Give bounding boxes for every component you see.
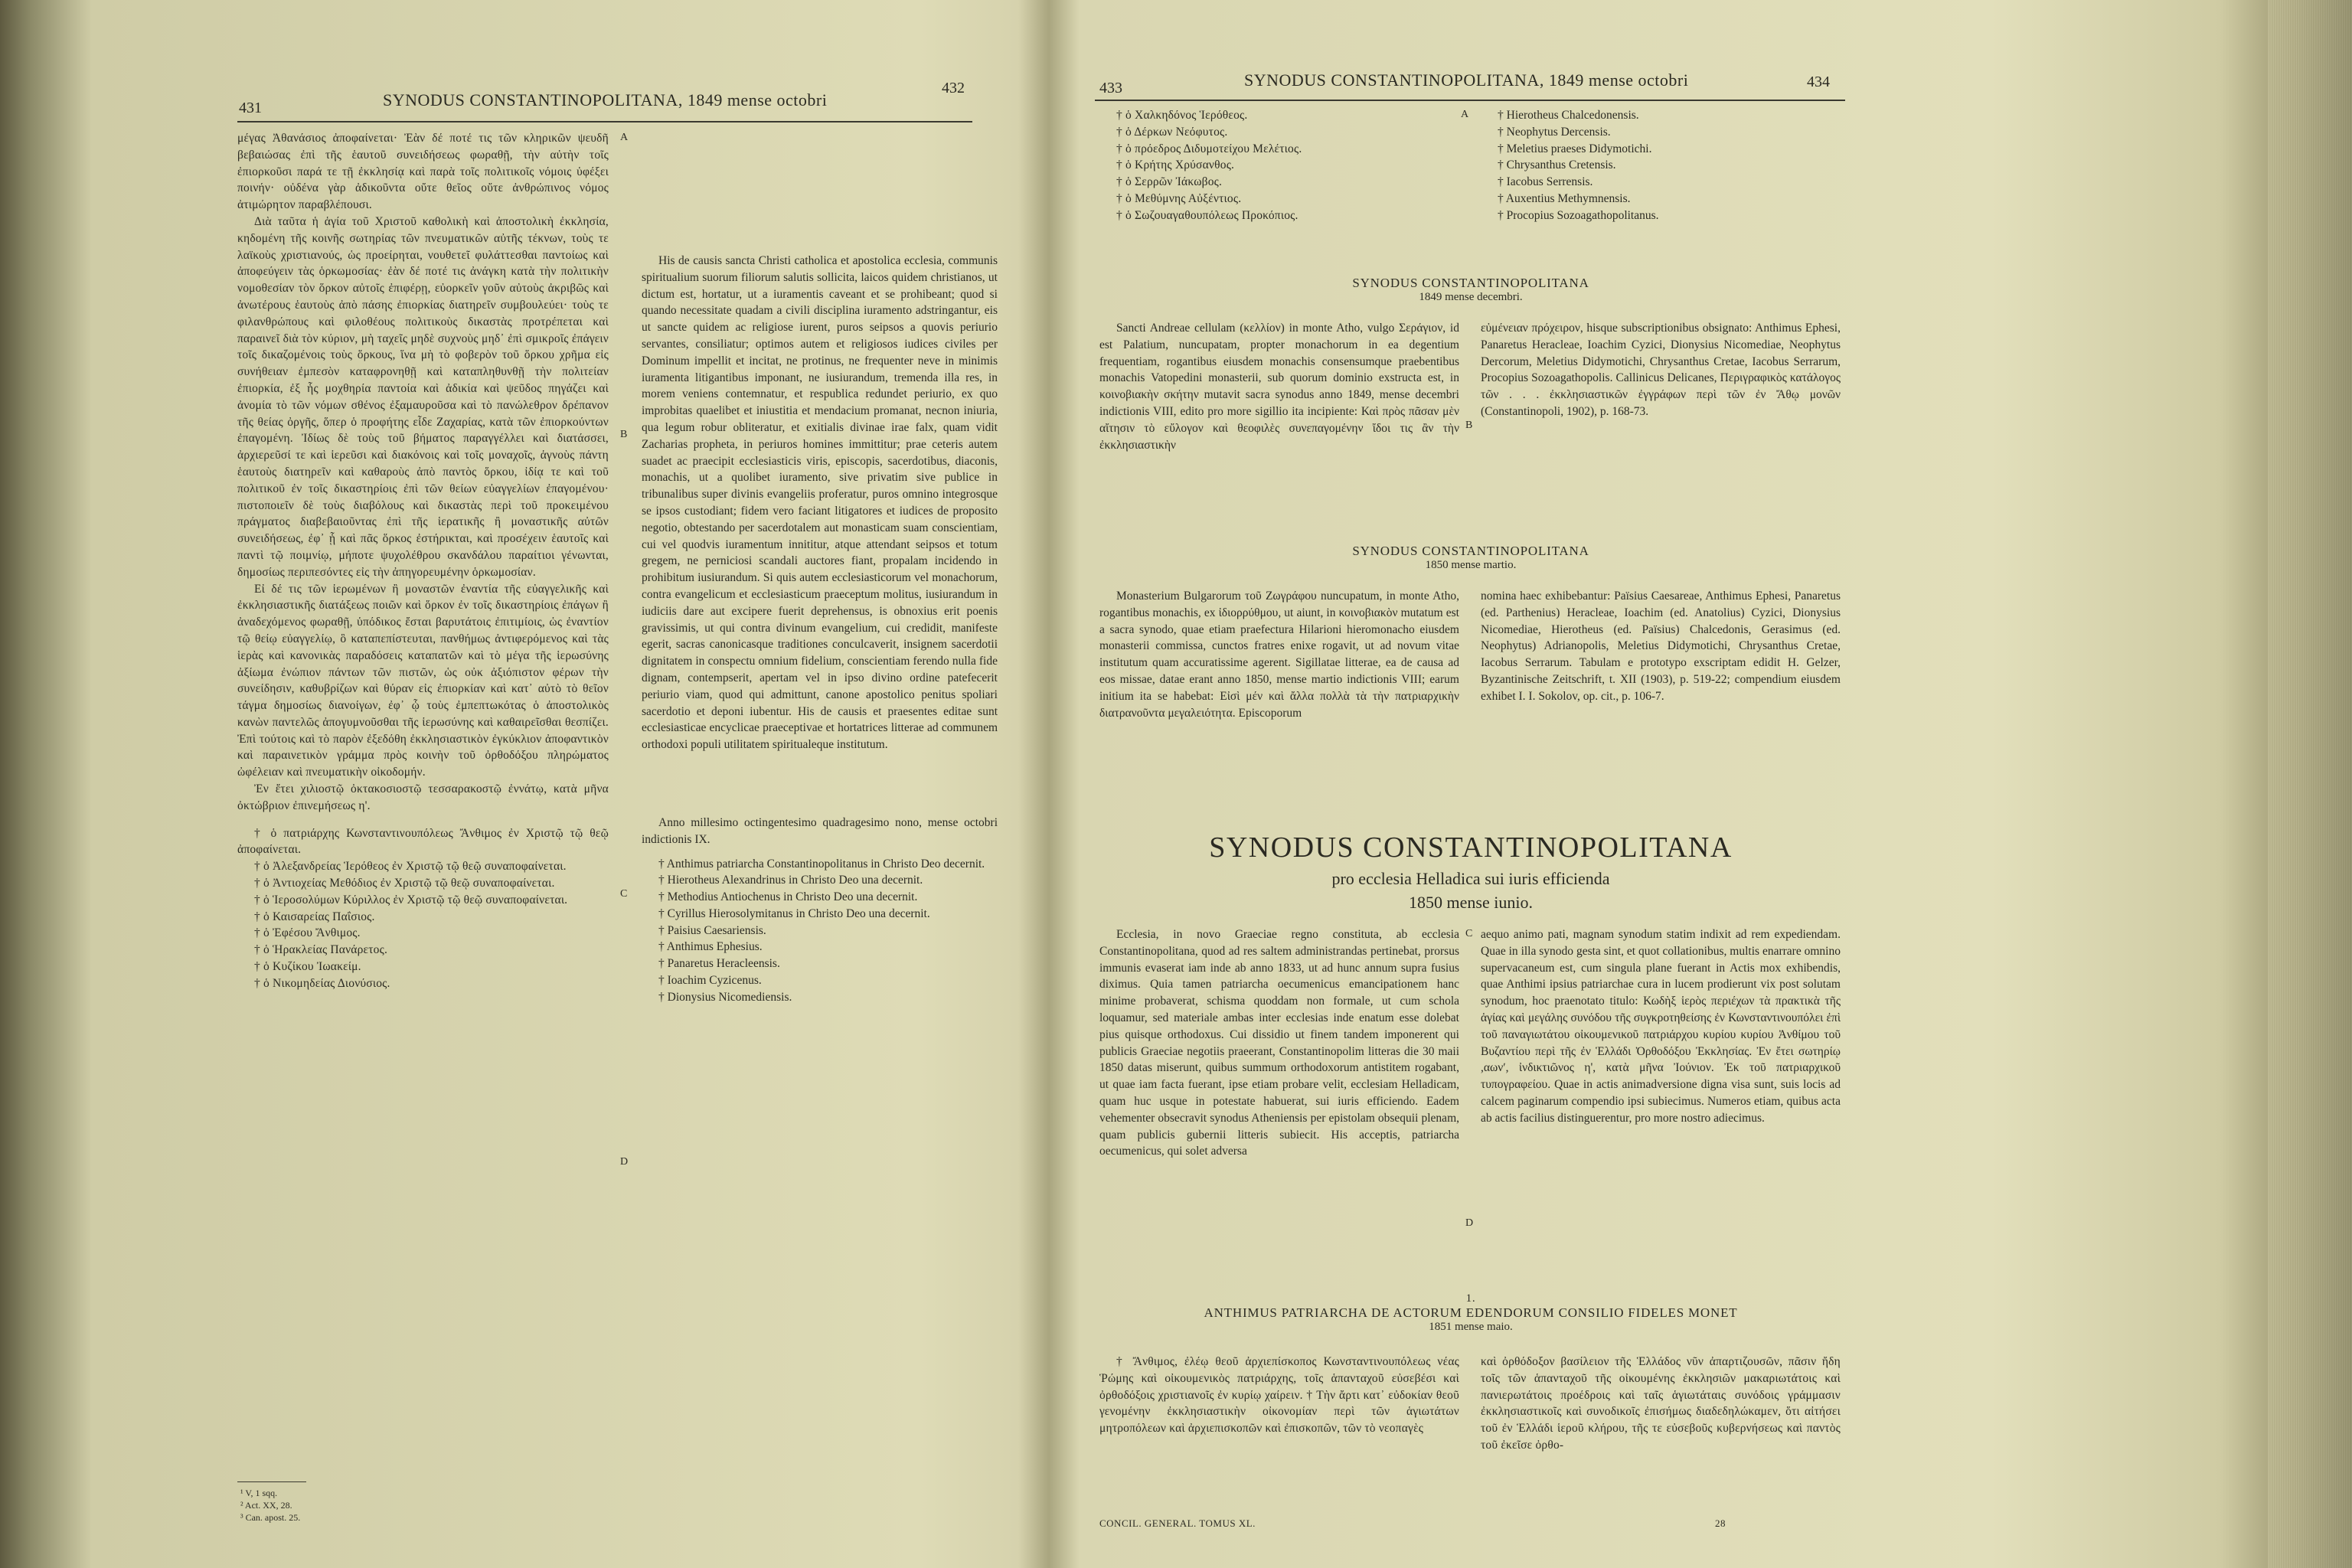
section-1-col-2	[1481, 320, 1841, 420]
left-page-number-b: 432	[942, 80, 965, 96]
page-edges	[2268, 0, 2352, 1568]
greek-paragraph: Διὰ ταῦτα ἡ ἁγία τοῦ Χριστοῦ καθολικὴ καὶ ἀποστολικὴ ἐκκλησία, κηδομένη τῆς κοινῆς σωτηρίας τῶν πνευματικῶν αὐτῆς τέκνων, τοὺς τε λαϊκοὺς χριστιανούς, ὡς προείρηται, νουθετεῖ φυλάττεσθαι παντοίως καὶ ἀποφεύγειν τὰς ὁρκωμοσίας· ἐὰν δέ ποτέ τις ἀνάγκη κατὰ τὴν πολιτικὴν νομοθεσίαν τὸν ὅρκον αὐτοῖς ἐπιφέρῃ, εὐορκεῖν γοῦν αὐτοὺς ἀκριβῶς καὶ ἀνωτέρους ἑαυτοὺς ἀπὸ πάσης ἐπιορκίας διατηρεῖν συμβουλεύει· τοὺς τε φιλανθρώπους καὶ φιλοθέους πολιτικοὺς δικαστὰς προτρέπεται καὶ παραινεῖ διὰ τὸν κύριον, μὴ ταχεῖς μηδὲ συχνοὺς μηδ᾽ ἐπὶ σμικροῖς ἐπάγειν τοῖς δικαζομένοις τοὺς ὅρκους, ἵνα μὴ τὸ φοβερὸν τοῦ ὅρκου χρῆμα εἰς συνήθειαν ἐμπεσὸν καταφρονηθῇ καὶ καταπληθυνθῇ τὴν πολιτείαν ἐπιορκία, ἐξ ἧς μοχθηρία παντοία καὶ ἀδικία καὶ ψεῦδος πηγάζει καὶ ἀνομία τὸ τῶν νόμων σθένος ἐξαμαυροῦσα καὶ τὸ πανώλεθρον δρέπανον τῆς θείας ὀργῆς, ὅπερ ὁ προφήτης εἶδε Ζαχαρίας, κατὰ τῶν ἐπιορκούντων ἐπαγομένη. Ἰδίως δὲ τοὺς τοῦ βήματος παραγγέλλει καὶ διατάσσει, ἀρχιερεῦσί τε καὶ ἱερεῦσι καὶ διακόνοις καὶ τοῖς μοναχοῖς, ἁγνοὺς πάντη ἑαυτοὺς διατηρεῖν καὶ καθαροὺς ἀπὸ παντὸς ὅρκου, ἰδίᾳ τε καὶ τοῦ πολιτικοῦ ἐν τοῖς δικαστηρίοις ἐπὶ τῶν θείων εὐαγγελίων ἐπαγομένου· πιστοποιεῖν δὲ τοὺς διαβόλους καὶ δικαστὰς περὶ τοῦ προκειμένου πράγματος διαβεβαιοῦντας ἐπὶ τῆς ἱερατικῆς ἢ μοναστικῆς αὐτῶν συνειδήσεως, ἐφ᾽ ᾗ καὶ πᾶς ὅρκος ἐστήρικται, καὶ προσέχειν ἑαυτοῖς καὶ παντὶ τῷ ποιμνίῳ, μήποτε ψυχολέθρου σκανδάλου παραίτιοι γένωνται, δημοσίως περιπεσόντες εἰς τὴν ἀπηγορευμένην ὁρκωμοσίαν.	[237, 214, 609, 579]
latin-signature: † Anthimus Ephesius.	[658, 940, 763, 954]
paragraph: nomina haec exhibebantur: Païsius Caesareae, Anthimus Ephesi, Panaretus (ed. Parthenius) Heracleae, Ioachim (ed. Anatolius) Cyzici, Dionysius Nicomediae, Hierotheus (ed. Païsius) Chalcedonis, Gerasimus (ed. Neophytus) Adrianopolis, Meletius Didymotichi, Chrysanthus Cretae, Iacobus Serrarum. Tabulam e prototypo exscriptam edidit H. Gelzer, Byzantinische Zeitschrift, t. XII (1903), p. 519-22; compendium eiusdem exhibet I. I. Sokolov, op. cit., p. 106-7.	[1481, 590, 1841, 703]
footnote: ³ Can. apost. 25.	[240, 1512, 301, 1523]
greek-signature: † ὁ Χαλκηδόνος Ἱερόθεος.	[1116, 109, 1248, 122]
greek-date: Ἐν ἔτει χιλιοστῷ ὀκτακοσιοστῷ τεσσαρακοστῷ ἐννάτῳ, κατὰ μῆνα ὀκτώβριον ἐπινεμήσεως η'.	[237, 782, 609, 812]
greek-signature: † ὁ Ἀντιοχείας Μεθόδιος ἐν Χριστῷ τῷ θεῷ συναποφαίνεται.	[254, 877, 555, 890]
section-date: 1849 mense decembri.	[1419, 291, 1523, 303]
greek-column	[237, 130, 609, 992]
document-date: 1851 mense maio.	[1429, 1321, 1513, 1333]
latin-signature: † Methodius Antiochenus in Christo Deo una decernit.	[658, 890, 918, 904]
latin-signature: † Panaretus Heracleensis.	[658, 957, 780, 971]
latin-signature: † Dionysius Nicomediensis.	[658, 990, 792, 1004]
section-4-col-2	[1481, 1354, 1841, 1454]
margin-letter: A	[620, 132, 629, 143]
section-2-heading	[1099, 544, 1842, 578]
margin-letter: D	[620, 1156, 629, 1168]
latin-signature: † Auxentius Methymnensis.	[1498, 191, 1631, 205]
paragraph: † Ἄνθιμος, ἐλέῳ θεοῦ ἀρχιεπίσκοπος Κωνσταντινουπόλεως νέας Ῥώμης καὶ οἰκουμενικὸς πατριάρχης, τοῖς ἁπανταχοῦ εὐσεβέσι καὶ ὀρθοδόξοις χριστιανοῖς ἐν κυρίῳ χαίρειν. † Τὴν ἄρτι κατ᾽ εὐδοκίαν θεοῦ γενομένην ἐκκλησιαστικὴν οἰκονομίαν περὶ τῶν ἁγιωτάτων μητροπόλεων καὶ ἀρχιεπισκοπῶν καὶ ἐπισκοπῶν, τῶν τὸ νεοπαγὲς	[1099, 1355, 1459, 1436]
latin-signature: † Procopius Sozoagathopolitanus.	[1498, 208, 1659, 222]
latin-signature: † Hierotheus Alexandrinus in Christo Deo una decernit.	[658, 874, 923, 887]
greek-signature: † ὁ Κυζίκου Ἰωακείμ.	[254, 960, 361, 974]
greek-signature: † ὁ Δέρκων Νεόφυτος.	[1116, 125, 1228, 139]
latin-signature: † Iacobus Serrensis.	[1498, 175, 1593, 189]
latin-paragraph: His de causis sancta Christi catholica et apostolica ecclesia, communis spiritualium suorum filiorum salutis sollicita, laicos quidem christianos, ut dictum est, hortatur, ut a iuramentis caveant et se prohibeant; quod si quando necessitate quadam a civili disciplina iuramento adstringantur, eis ut sancte quidem ac religiose iurent, puros seipsos a quovis periurio servantes, consiliatur; optimos autem et religiosos iudices civiles per Dominum impellit et incitat, ne protinus, ne frequenter neve in minimis iuramenta litigantibus imponant, ne iusiurandum, tremenda illa res, in morem veniens contemnatur, et respublica redundet periurio, ex quo improbitas quaelibet et iniustitia et mendacium promanat, necnon iniuria, qua legum robur obliteratur, et exitialis divinae irae falx, quam vidit Zacharias propheta, in periuros homines immittitur; prae ceteris autem suadet ac praecipit ecclesiasticis viris, episcopis, sacerdotibus, diaconis, monachis, ut a quolibet iuramento, sive privatim sive publice in tribunalibus super divinis evangeliis proferatur, puros omnino integrosque se ipsos custodiant; fidem vero faciant litigatores et iudices de proposito negotio, obtestando per sacerdotalem aut monasticam suam conscientiam, cui vel quodvis iuramentum innititur, atque attendant seipsos et totum gregem, ne perniciosi scandali auctores fiant, propalam incidendo in prohibitum iusiurandum. Si quis autem ecclesiasticorum vel monachorum, contra evangelicum et ecclesiasticum praeceptum molitus, iusiurandum in iudiciis dare aut excipere fuerit deprehensus, is obnoxius erit poenis gravissimis, ut qui contra divinum evangelium, cui credidit, manifeste egerit, sacras canonicasque traditiones conculcaverit, insignem sacerdotii dignitatem in conspectu omnium fidelium, conscientiam ferendo nulla fide dignam, contempserit, apertam vel in ipso divino ordine patefecerit periurio viam, quod qui admittunt, canone apostolico penitus spoliari sacerdotio et deponi iubentur. His de causis et praesentes editae sunt ecclesiasticae encyclicae praeceptivae et hortatrices litterae ad communem orthodoxi populi utilitatem spiritualeque institutum.	[642, 254, 998, 752]
section-1-heading	[1099, 276, 1842, 310]
paragraph: Ecclesia, in novo Graeciae regno constituta, ab ecclesia Constantinopolitana, quod ad res saltem administrandas pertinebat, prorsus immunis evaserat iam inde ab anno 1833, ut ad hunc annum supra fusius diximus. Quia tamen patriarcha oecumenicus emancipationem hanc minime probaverat, schisma quoddam non formale, ut cum schola loquamur, sed materiale ambas inter ecclesias inde enatum esse dolebat pius quisque orthodoxus. Cui dissidio ut finem tandem imponerent qui publicis Graeciae negotiis praeerant, Constantinopolim litteras die 30 maii 1850 datas miserunt, quibus summum orthodoxorum antistitem rogabant, ut quae iam facta fuerant, ipse etiam probare velit, ecclesiam Helladicam, quam huc usque in potestate habuerat, sui iuris efficiendo. Eadem vehementer obsecravit synodus Atheniensis per epistolam obsequii plenam, quam publicis gubernii litteris subiecit. His acceptis, patriarcha oecumenicus, qui solet adversa	[1099, 928, 1459, 1158]
signature-mark: 28	[1715, 1517, 1726, 1529]
left-running-head: SYNODUS CONSTANTINOPOLITANA, 1849 mense octobri	[383, 90, 828, 109]
greek-signature: † ὁ Νικομηδείας Διονύσιος.	[254, 976, 390, 990]
section-3-col-1	[1099, 926, 1459, 1160]
section-3-col-2	[1481, 926, 1841, 1127]
greek-signature: † ὁ πατριάρχης Κωνσταντινουπόλεως Ἄνθιμος ἐν Χριστῷ τῷ θεῷ ἀποφαίνεται.	[237, 826, 609, 857]
footnote: ¹ V, 1 sqq.	[240, 1488, 278, 1498]
margin-letter: C	[1465, 928, 1473, 939]
latin-date: Anno millesimo octingentesimo quadragesimo nono, mense octobri indictionis IX.	[642, 815, 998, 846]
main-section-subtitle: pro ecclesia Helladica sui iuris efficienda	[1331, 869, 1610, 888]
greek-paragraph: μέγας Ἀθανάσιος ἀποφαίνεται· Ἐὰν δέ ποτέ τις τῶν κληρικῶν ψευδῆ βεβαιώσας ἐπὶ τῆς ἑαυτοῦ συνειδήσεως φωραθῇ, τὴν αὐτὴν τοῖς ἐπιορκοῦσι παρά τε τῇ ἐκκλησίᾳ καὶ παρὰ τοῖς πολιτικοῖς νόμοις ὑφέξει ποινήν· οὐδένα γὰρ ἀδικοῦντα οὔτε θεῖος οὔτε ἀνθρώπινος νόμος ἀτιμώρητον παραβλέπουσι.	[237, 132, 609, 212]
left-page	[176, 0, 1034, 1568]
paragraph: Sancti Andreae cellulam (κελλίον) in monte Atho, vulgo Σεράγιον, id est Palatium, nuncupatam, propter monachorum in ea degentium frequentiam, rogantibus eiusdem monachis consensumque praebentibus monachis Vatopedini monasterii, sub quorum dominio exstructa est, in κοινοβιακὴν σκήτην mutavit sacra synodus anno 1849, mense decembri indictionis VIII, edito pro more sigillio ita incipiente: Καὶ πρὸς πᾶσαν μὲν αἴτησιν τὸ εὔλογον καὶ θεοφιλὲς συνεπαγομένην ἴδοι τις ἂν τὴν ἐκκλησιαστικὴν	[1099, 322, 1459, 452]
section-title: SYNODUS CONSTANTINOPOLITANA	[1352, 276, 1589, 290]
latin-signature: † Anthimus patriarcha Constantinopolitanus in Christo Deo decernit.	[658, 857, 985, 871]
greek-signature: † ὁ Ἡρακλείας Πανάρετος.	[254, 943, 388, 957]
latin-signatures-right	[1481, 107, 1841, 224]
paragraph: Monasterium Bulgarorum τοῦ Ζωγράφου nuncupatum, in monte Atho, rogantibus monachis, ex ἰδιορρύθμου, ut aiunt, in κοινοβιακὸν mutatum est a sacra synodo, quae etiam praefectura Hilarioni hieromonacho eiusdem monasterii commissa, cunctos fratres enixe rogavit, ut ad novum vitae institutum quam accuratissime agerent. Sigillatae litterae, ea de causa ad eos missae, datae erant anno 1850, mense martio indictionis VIII; earum initium ita se habebat: Εἰσὶ μέν καὶ ἄλλα πολλὰ τὰ τὴν πατριαρχικὴν διατρανοῦντα μεγαλειότητα. Episcoporum	[1099, 590, 1459, 720]
margin-letter: B	[1465, 420, 1473, 431]
footnotes	[240, 1487, 300, 1524]
margin-letter: D	[1465, 1217, 1474, 1229]
paragraph: εὐμένειαν πρόχειρον, hisque subscriptionibus obsignato: Anthimus Ephesi, Panaretus Heracleae, Ioachim Cyzici, Dionysius Nicomediae, Neophytus Dercorum, Meletius Didymotichi, Chrysanthus Cretae, Iacobus Serrarum, Procopius Sozoagathopolis. Callinicus Delicanes, Περιγραφικὸς κατάλογος τῶν . . . ἐκκλησιαστικῶν ἐγγράφων περὶ τῶν ἐν Ἄθῳ μονῶν (Constantinopoli, 1902), p. 168-73.	[1481, 322, 1841, 418]
header-rule	[1095, 100, 1845, 101]
margin-letter: C	[620, 888, 628, 900]
greek-signature: † ὁ Μεθύμνης Αὐξέντιος.	[1116, 191, 1242, 205]
greek-signature: † ὁ Σωζουαγαθουπόλεως Προκόπιος.	[1116, 208, 1298, 222]
margin-letter: B	[620, 429, 628, 440]
document-number: 1.	[1465, 1292, 1476, 1305]
left-page-number-a: 431	[239, 100, 262, 116]
greek-signature: † ὁ Ἐφέσου Ἄνθιμος.	[254, 926, 361, 940]
footnote: ² Act. XX, 28.	[240, 1500, 292, 1511]
right-running-head: SYNODUS CONSTANTINOPOLITANA, 1849 mense octobri	[1244, 70, 1689, 90]
right-page-number-a: 433	[1099, 80, 1122, 96]
right-page-number-b: 434	[1807, 74, 1830, 90]
header-rule	[237, 121, 972, 122]
latin-signature: † Paisius Caesariensis.	[658, 923, 766, 937]
volume-footer: CONCIL. GENERAL. TOMUS XL.	[1099, 1517, 1256, 1529]
greek-signature: † ὁ πρόεδρος Διδυμοτείχου Μελέτιος.	[1116, 142, 1302, 155]
right-page	[1072, 0, 2220, 1568]
document-title: ANTHIMUS PATRIARCHA DE ACTORUM EDENDORUM CONSILIO FIDELES MONET	[1204, 1305, 1738, 1320]
paragraph: aequo animo pati, magnam synodum statim indixit ad rem expediendam. Quae in illa synodo gesta sint, et quot collationibus, multis enarrare omnino supervacaneum est, cum singula plane fuerant in Actis mox exhibendis, quae Anthimi ipsius patriarchae cura in lucem prodierunt vix post solutam synodum, hoc praenotato titulo: Κωδὴξ ἱερὸς περιέχων τὰ πρακτικὰ τῆς ἁγίας καὶ μεγάλης συνόδου τῆς συγκροτηθείσης ἐν Κωνσταντινουπόλει ἐπὶ τοῦ παναγιωτάτου οἰκουμενικοῦ πατριάρχου κυρίου κυρίου Ἀνθίμου τοῦ Βυζαντίου περὶ τῆς ἐν Ἑλλάδι Ὀρθοδόξου Ἐκκλησίας. Ἐν ἔτει σωτηρίῳ ,αωνʹ, ἰνδικτιῶνος η', κατὰ μῆνα Ἰούνιον. Ἐκ τοῦ πατριαρχικοῦ τυπογραφείου. Quae in actis animadversione digna visa sunt, suis locis ad calcem paginarum compendio ipsi subiecimus. Numeros etiam, quibus acta ab actis facilius distinguerentur, pro more nostro adiecimus.	[1481, 928, 1841, 1125]
greek-signature: † ὁ Ἀλεξανδρείας Ἱερόθεος ἐν Χριστῷ τῷ θεῷ συναποφαίνεται.	[254, 860, 567, 874]
margin-letter: A	[1461, 109, 1469, 120]
latin-signature: † Meletius praeses Didymotichi.	[1498, 142, 1652, 155]
footnote-rule	[237, 1481, 306, 1482]
section-1-col-1	[1099, 320, 1459, 453]
greek-signature: † ὁ Ἱεροσολύμων Κύριλλος ἐν Χριστῷ τῷ θεῷ συναποφαίνεται.	[254, 893, 568, 906]
main-section-title: SYNODUS CONSTANTINOPOLITANA	[1209, 831, 1733, 864]
greek-signature: † ὁ Καισαρείας Παΐσιος.	[254, 910, 375, 923]
section-date: 1850 mense martio.	[1425, 559, 1517, 571]
section-4-heading	[1099, 1292, 1842, 1340]
latin-signature: † Ioachim Cyzicenus.	[658, 974, 762, 988]
section-2-col-2	[1481, 588, 1841, 705]
greek-paragraph: Εἰ δέ τις τῶν ἱερωμένων ἢ μοναστῶν ἐναντία τῆς εὐαγγελικῆς καὶ ἐκκλησιαστικῆς διατάξεως ποιῶν καὶ ὅρκον ἐν τοῖς δικαστηρίοις ἐπάγων ἢ ἀναδεχόμενος φωραθῇ, ὑπόδικος ἔσται βαρυτάτοις ἐπιτιμίοις, ὡς ἐναντίον τῷ θείῳ εὐαγγελίῳ, ὃ καταπεπίστευται, πανθήμως ἀντιφερόμενος καὶ τὰς ἱερὰς καὶ κανονικὰς παραδόσεις καταπατῶν καὶ τὸ μέγα τῆς ἱερωσύνης ἀξίωμα ἐνώπιον πάντων τῶν πιστῶν, ὡς οὐκ ἀξιόπιστον φέρων τὴν συνείδησιν, καθυβρίζων καὶ θύραν εἰς ἐπιορκίαν καὶ κατ᾽ αὐτὸ τὸ θεῖον τάγμα δημοσίως διανοίγων, ἐφ᾽ ᾧ τοὺς ἐμπεπτωκότας ὁ ἀποστολικὸς κανὼν παντελῶς ἀπογυμνοῦσθαι τῆς ἱερωσύνης καὶ καθαιρεῖσθαι θεσπίζει. Ἐπὶ τούτοις καὶ τὸ παρὸν ἐξεδόθη ἐκκλησιαστικὸν ἐγκύκλιον ἀποφαντικὸν καὶ παραινετικὸν γράμμα πρὸς κοινὴν τοῦ ὀρθοδόξου πληρώματος ὠφέλειαν καὶ πνευματικὴν οἰκοδομήν.	[237, 582, 609, 779]
paragraph: καὶ ὀρθόδοξον βασίλειον τῆς Ἑλλάδος νῦν ἀπαρτιζουσῶν, πᾶσιν ἤδη τοῖς τῶν ἁπανταχοῦ τῆς οἰκουμένης ἐκκλησιῶν μακαριωτάτοις καὶ πανιερωτάτοις προέδροις καὶ ταῖς ἁγιωτάταις συνόδοις γράμμασιν ἐκκλησιαστικοῖς καὶ συνοδικοῖς ἐπισήμως διαδεδηλώκαμεν, ὅτι αἰτήσει τοῦ ἐν Ἑλλάδι ἱεροῦ κλήρου, τῆς τε εὐσεβοῦς κυβερνήσεως καὶ παντὸς τοῦ ἐκεῖσε ὀρθο-	[1481, 1355, 1841, 1452]
latin-signature: † Cyrillus Hierosolymitanus in Christo Deo una decernit.	[658, 906, 930, 920]
section-title: SYNODUS CONSTANTINOPOLITANA	[1352, 544, 1589, 558]
section-2-col-1	[1099, 588, 1459, 721]
greek-signatures-right	[1099, 107, 1452, 224]
latin-signature: † Chrysanthus Cretensis.	[1498, 158, 1616, 172]
main-section-date: 1850 mense iunio.	[1409, 893, 1533, 912]
section-4-col-1	[1099, 1354, 1459, 1437]
latin-column	[642, 253, 998, 1006]
greek-signature: † ὁ Κρήτης Χρύσανθος.	[1116, 158, 1235, 172]
latin-signature: † Hierotheus Chalcedonensis.	[1498, 109, 1639, 122]
latin-signature: † Neophytus Dercensis.	[1498, 125, 1611, 139]
greek-signature: † ὁ Σερρῶν Ἰάκωβος.	[1116, 175, 1223, 189]
